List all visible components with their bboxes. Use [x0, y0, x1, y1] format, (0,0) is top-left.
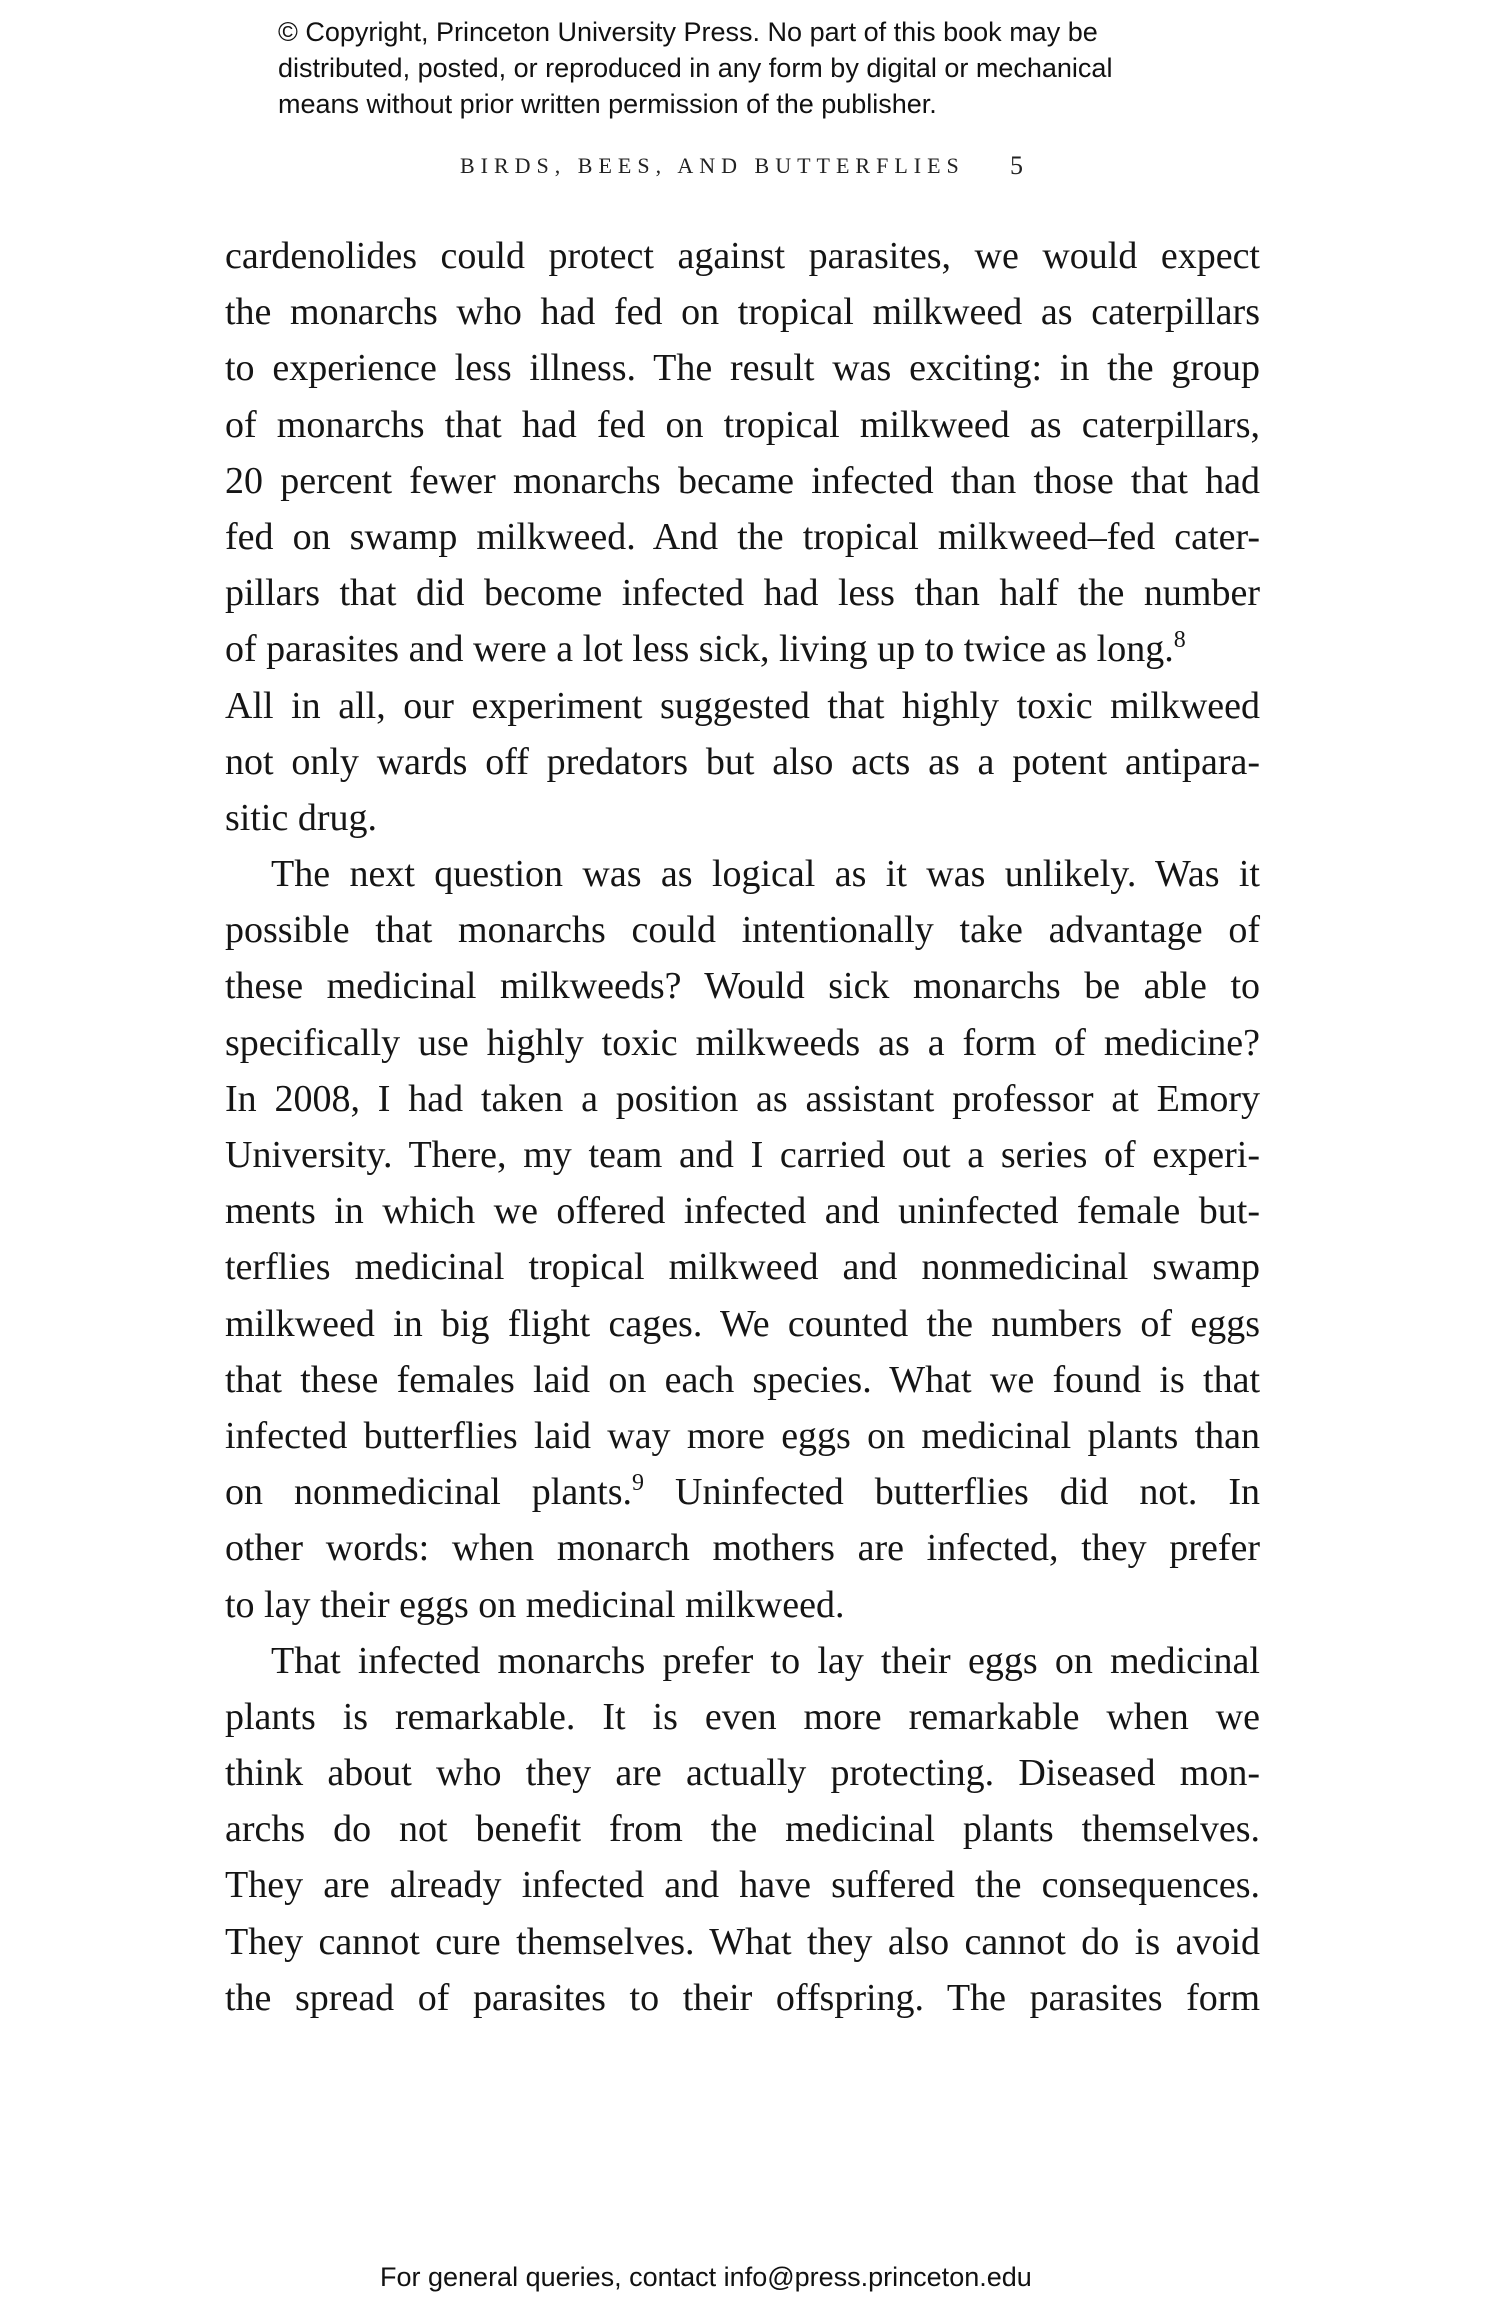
running-head: BIRDS, BEES, AND BUTTERFLIES	[460, 153, 965, 178]
text-line: fed on swamp milkweed. And the tropical milkweed–fed cater-	[225, 515, 1260, 558]
text-line: ments in which we offered infected and uninfected female but-	[225, 1190, 1260, 1233]
text-line: the monarchs who had fed on tropical milkweed as caterpillars	[225, 291, 1260, 334]
text-line: of monarchs that had fed on tropical milkweed as caterpillars,	[225, 403, 1260, 446]
text-line: possible that monarchs could intentionally take advantage of	[225, 909, 1260, 952]
text-line: That infected monarchs prefer to lay their eggs on medicinal	[271, 1639, 1260, 1682]
text-line: milkweed in big flight cages. We counted the numbers of eggs	[225, 1302, 1260, 1345]
text-line: specifically use highly toxic milkweeds as a form of medicine?	[225, 1021, 1260, 1064]
text-line: think about who they are actually protecting. Diseased mon-	[225, 1752, 1260, 1795]
text-line	[225, 621, 1260, 677]
text-line	[225, 1464, 1260, 1520]
text-line: other words: when monarch mothers are infected, they prefer	[225, 1527, 1260, 1570]
text-line-content: of parasites and were a lot less sick, living up to twice as long.	[225, 628, 1174, 671]
text-line: University. There, my team and I carried out a series of experi-	[225, 1134, 1260, 1176]
text-line: the spread of parasites to their offspring. The parasites form	[225, 1976, 1260, 2019]
text-line: infected butterflies laid way more eggs on medicinal plants than	[225, 1414, 1260, 1457]
text-line: these medicinal milkweeds? Would sick monarchs be able to	[225, 965, 1260, 1008]
footnote-marker[interactable]: 9	[632, 1470, 645, 1497]
text-line: They are already infected and have suffered the consequences.	[225, 1864, 1260, 1907]
text-line: sitic drug.	[225, 796, 377, 839]
page-number: 5	[1010, 151, 1023, 180]
footnote-marker[interactable]: 8	[1173, 627, 1186, 654]
copyright-line: means without prior written permission of the publisher.	[278, 89, 937, 119]
text-line: 20 percent fewer monarchs became infected than those that had	[225, 459, 1260, 502]
text-line: cardenolides could protect against parasites, we would expect	[225, 235, 1260, 277]
footer-contact: For general queries, contact info@press.princeton.edu	[380, 2262, 1032, 2292]
text-line-content: Uninfected butterflies did not. In	[644, 1471, 1260, 1514]
text-line: to experience less illness. The result was exciting: in the group	[225, 347, 1260, 390]
copyright-line: distributed, posted, or reproduced in any form by digital or mechanical	[278, 53, 1113, 83]
copyright-line: © Copyright, Princeton University Press. No part of this book may be	[278, 17, 1098, 47]
body-text	[225, 228, 1260, 2026]
text-line: not only wards off predators but also acts as a potent antipara-	[225, 740, 1260, 783]
text-line: to lay their eggs on medicinal milkweed.	[225, 1583, 845, 1626]
text-line: pillars that did become infected had less than half the number	[225, 572, 1260, 615]
text-line: All in all, our experiment suggested that highly toxic milkweed	[225, 684, 1260, 727]
text-line: terflies medicinal tropical milkweed and nonmedicinal swamp	[225, 1246, 1260, 1289]
text-line-content: on nonmedicinal plants.	[225, 1471, 633, 1514]
text-line: that these females laid on each species. What we found is that	[225, 1358, 1260, 1401]
text-line: In 2008, I had taken a position as assistant professor at Emory	[225, 1077, 1260, 1120]
text-line: The next question was as logical as it was unlikely. Was it	[271, 853, 1260, 896]
copyright-notice	[278, 14, 1278, 122]
text-line: archs do not benefit from the medicinal plants themselves.	[225, 1808, 1260, 1851]
text-line: They cannot cure themselves. What they also cannot do is avoid	[225, 1920, 1260, 1963]
text-line: plants is remarkable. It is even more remarkable when we	[225, 1695, 1260, 1738]
